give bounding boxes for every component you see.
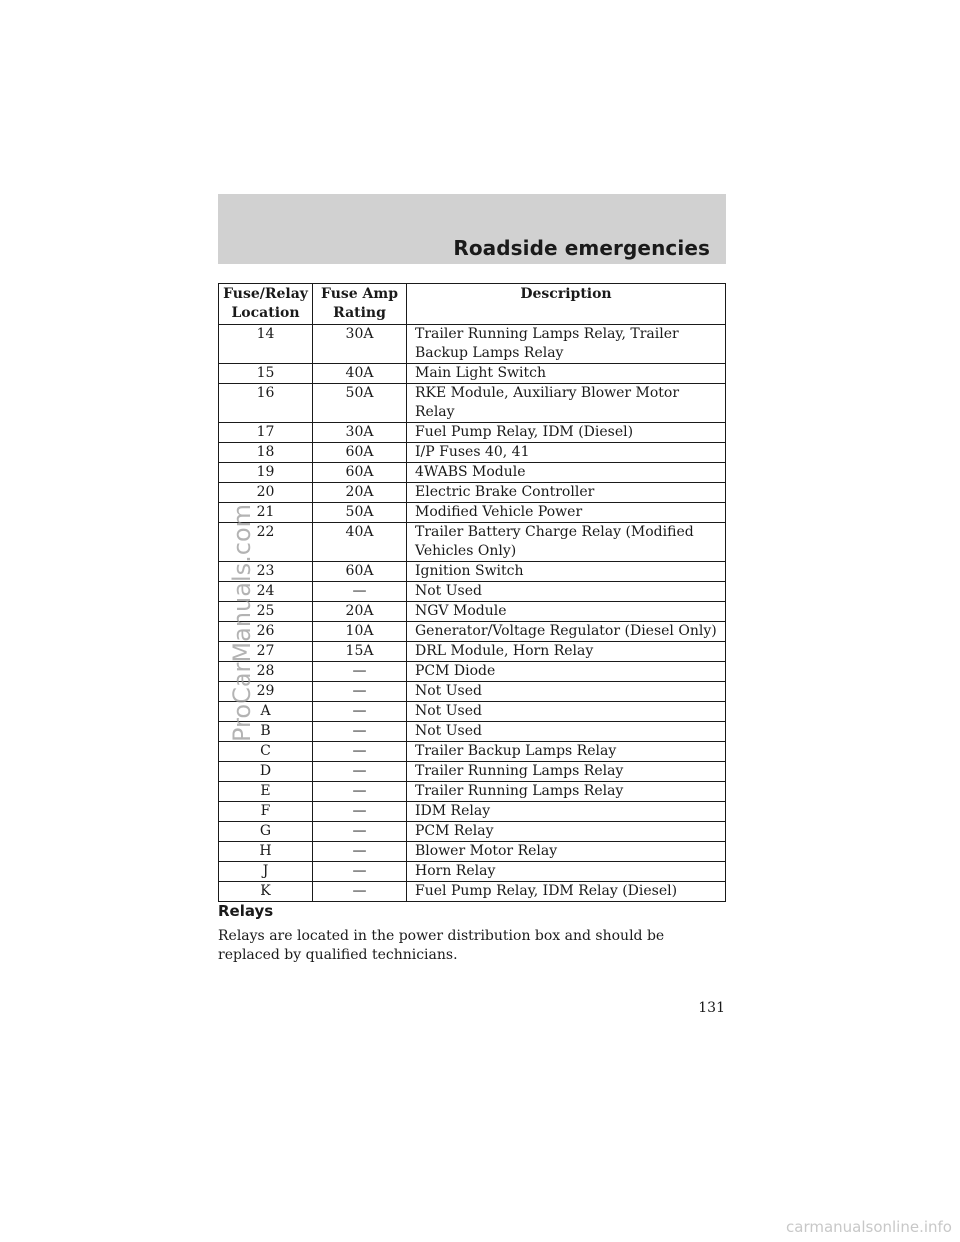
fuse-rating-cell: — bbox=[313, 862, 407, 882]
table-row bbox=[219, 862, 726, 882]
fuse-rating-cell: — bbox=[313, 882, 407, 902]
fuse-description-cell: Generator/Voltage Regulator (Diesel Only) bbox=[407, 622, 726, 642]
fuse-location-cell: A bbox=[219, 702, 313, 722]
fuse-location-cell: F bbox=[219, 802, 313, 822]
fuse-location-cell: 26 bbox=[219, 622, 313, 642]
fuse-location-cell: 14 bbox=[219, 325, 313, 364]
fuse-location-cell: 27 bbox=[219, 642, 313, 662]
fuse-location-cell: 28 bbox=[219, 662, 313, 682]
table-row bbox=[219, 463, 726, 483]
fuse-description-cell: Fuel Pump Relay, IDM (Diesel) bbox=[407, 423, 726, 443]
fuse-location-cell: J bbox=[219, 862, 313, 882]
fuse-rating-cell: 60A bbox=[313, 443, 407, 463]
fuse-description-cell: Fuel Pump Relay, IDM Relay (Diesel) bbox=[407, 882, 726, 902]
table-row bbox=[219, 523, 726, 562]
fuse-rating-cell: — bbox=[313, 582, 407, 602]
table-row bbox=[219, 622, 726, 642]
fuse-description-cell: Trailer Running Lamps Relay, Trailer Backup Lamps Relay bbox=[407, 325, 726, 364]
fuse-description-cell: Not Used bbox=[407, 722, 726, 742]
fuse-rating-cell: — bbox=[313, 822, 407, 842]
table-row bbox=[219, 742, 726, 762]
table-row bbox=[219, 882, 726, 902]
fuse-rating-cell: 30A bbox=[313, 325, 407, 364]
fuse-rating-cell: — bbox=[313, 682, 407, 702]
fuse-location-cell: B bbox=[219, 722, 313, 742]
fuse-location-cell: E bbox=[219, 782, 313, 802]
fuse-description-cell: DRL Module, Horn Relay bbox=[407, 642, 726, 662]
fuse-location-cell: 25 bbox=[219, 602, 313, 622]
fuse-description-cell: Trailer Running Lamps Relay bbox=[407, 762, 726, 782]
table-row bbox=[219, 782, 726, 802]
column-header-rating: Fuse Amp Rating bbox=[313, 284, 407, 325]
fuse-rating-cell: — bbox=[313, 802, 407, 822]
fuse-location-cell: 24 bbox=[219, 582, 313, 602]
fuse-rating-cell: 40A bbox=[313, 364, 407, 384]
fuse-location-cell: 29 bbox=[219, 682, 313, 702]
fuse-location-cell: 19 bbox=[219, 463, 313, 483]
table-row bbox=[219, 582, 726, 602]
fuse-description-cell: Blower Motor Relay bbox=[407, 842, 726, 862]
table-row bbox=[219, 662, 726, 682]
table-row bbox=[219, 682, 726, 702]
fuse-rating-cell: — bbox=[313, 722, 407, 742]
fuse-description-cell: Main Light Switch bbox=[407, 364, 726, 384]
fuse-rating-cell: 40A bbox=[313, 523, 407, 562]
table-row bbox=[219, 483, 726, 503]
fuse-rating-cell: 20A bbox=[313, 483, 407, 503]
column-header-location: Fuse/Relay Location bbox=[219, 284, 313, 325]
fuse-location-cell: K bbox=[219, 882, 313, 902]
table-row bbox=[219, 364, 726, 384]
fuse-description-cell: Modified Vehicle Power bbox=[407, 503, 726, 523]
table-row bbox=[219, 503, 726, 523]
fuse-rating-cell: 15A bbox=[313, 642, 407, 662]
fuse-description-cell: PCM Diode bbox=[407, 662, 726, 682]
fuse-rating-cell: 30A bbox=[313, 423, 407, 443]
fuse-location-cell: 21 bbox=[219, 503, 313, 523]
fuse-rating-cell: — bbox=[313, 662, 407, 682]
table-row bbox=[219, 443, 726, 463]
fuse-location-cell: G bbox=[219, 822, 313, 842]
fuse-rating-cell: 50A bbox=[313, 503, 407, 523]
fuse-description-cell: Trailer Running Lamps Relay bbox=[407, 782, 726, 802]
table-row bbox=[219, 602, 726, 622]
table-header-row bbox=[219, 284, 726, 325]
table-row bbox=[219, 562, 726, 582]
fuse-location-cell: 23 bbox=[219, 562, 313, 582]
fuse-rating-cell: — bbox=[313, 702, 407, 722]
fuse-location-cell: C bbox=[219, 742, 313, 762]
fuse-rating-cell: — bbox=[313, 842, 407, 862]
fuse-description-cell: Trailer Battery Charge Relay (Modified Vehicles Only) bbox=[407, 523, 726, 562]
table-row bbox=[219, 702, 726, 722]
fuse-description-cell: Not Used bbox=[407, 582, 726, 602]
table-row bbox=[219, 842, 726, 862]
fuse-location-cell: 22 bbox=[219, 523, 313, 562]
fuse-description-cell: PCM Relay bbox=[407, 822, 726, 842]
fuse-rating-cell: 60A bbox=[313, 562, 407, 582]
table-row bbox=[219, 802, 726, 822]
fuse-relay-table bbox=[218, 283, 726, 902]
table-row bbox=[219, 423, 726, 443]
fuse-description-cell: I/P Fuses 40, 41 bbox=[407, 443, 726, 463]
relays-paragraph: Relays are located in the power distribution box and should be replaced by qualified technicians. bbox=[218, 928, 665, 963]
section-title: Roadside emergencies bbox=[453, 236, 710, 260]
fuse-description-cell: Ignition Switch bbox=[407, 562, 726, 582]
side-watermark bbox=[222, 480, 254, 740]
side-watermark-text: ProCarManuals.com bbox=[228, 503, 256, 742]
table-row bbox=[219, 325, 726, 364]
fuse-rating-cell: — bbox=[313, 762, 407, 782]
fuse-description-cell: RKE Module, Auxiliary Blower Motor Relay bbox=[407, 384, 726, 423]
footer-watermark: carmanualsonline.info bbox=[786, 1218, 952, 1236]
column-header-description: Description bbox=[407, 284, 726, 325]
fuse-rating-cell: 50A bbox=[313, 384, 407, 423]
fuse-location-cell: D bbox=[219, 762, 313, 782]
table-body bbox=[219, 325, 726, 902]
fuse-description-cell: Horn Relay bbox=[407, 862, 726, 882]
table-row bbox=[219, 384, 726, 423]
fuse-rating-cell: 60A bbox=[313, 463, 407, 483]
table-row bbox=[219, 762, 726, 782]
fuse-description-cell: 4WABS Module bbox=[407, 463, 726, 483]
section-header-band bbox=[218, 194, 726, 264]
fuse-rating-cell: — bbox=[313, 742, 407, 762]
fuse-description-cell: Not Used bbox=[407, 702, 726, 722]
fuse-location-cell: H bbox=[219, 842, 313, 862]
table-row bbox=[219, 642, 726, 662]
fuse-rating-cell: 10A bbox=[313, 622, 407, 642]
fuse-location-cell: 20 bbox=[219, 483, 313, 503]
fuse-description-cell: Not Used bbox=[407, 682, 726, 702]
fuse-location-cell: 16 bbox=[219, 384, 313, 423]
table-row bbox=[219, 822, 726, 842]
fuse-description-cell: Trailer Backup Lamps Relay bbox=[407, 742, 726, 762]
fuse-location-cell: 17 bbox=[219, 423, 313, 443]
relays-heading: Relays bbox=[218, 902, 274, 920]
fuse-rating-cell: — bbox=[313, 782, 407, 802]
fuse-description-cell: Electric Brake Controller bbox=[407, 483, 726, 503]
page-number: 131 bbox=[698, 1000, 725, 1016]
fuse-description-cell: IDM Relay bbox=[407, 802, 726, 822]
fuse-rating-cell: 20A bbox=[313, 602, 407, 622]
fuse-description-cell: NGV Module bbox=[407, 602, 726, 622]
fuse-location-cell: 18 bbox=[219, 443, 313, 463]
fuse-location-cell: 15 bbox=[219, 364, 313, 384]
table-row bbox=[219, 722, 726, 742]
